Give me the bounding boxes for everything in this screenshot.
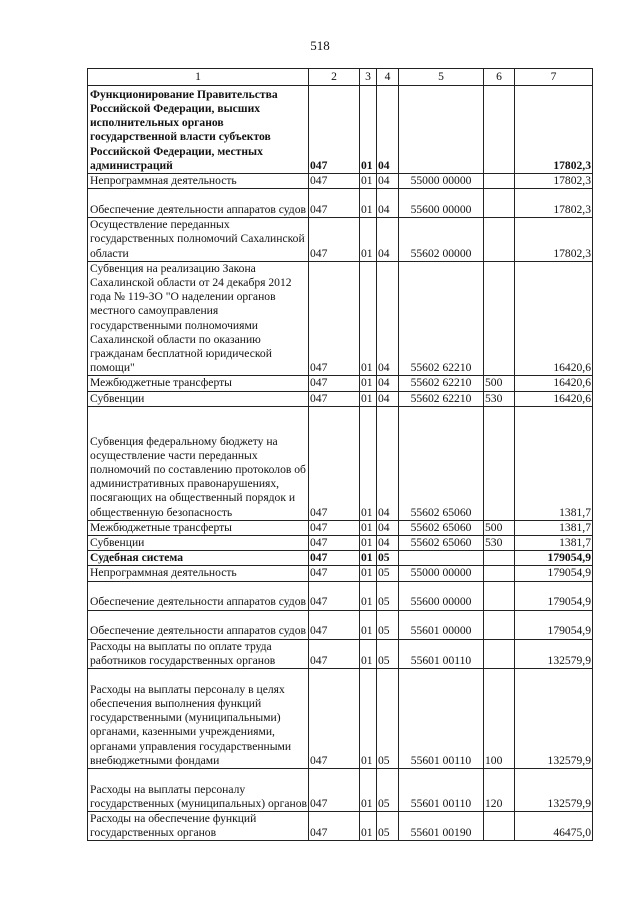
row-code-3: 01 [360, 86, 377, 174]
row-code-3: 01 [360, 581, 377, 610]
row-code-6: 530 [484, 391, 515, 406]
row-amount: 17802,3 [515, 86, 593, 174]
row-code-6: 100 [484, 669, 515, 769]
row-code-3: 01 [360, 812, 377, 841]
row-code-2: 047 [309, 218, 360, 262]
row-code-2: 047 [309, 189, 360, 218]
table-row [88, 189, 593, 218]
header-col-3: 3 [360, 69, 377, 86]
row-name: Обеспечение деятельности аппаратов судов [88, 581, 309, 610]
row-code-3: 01 [360, 189, 377, 218]
row-code-3: 01 [360, 218, 377, 262]
row-name: Осуществление переданных государственных полномочий Сахалинской области [88, 218, 309, 262]
row-code-3: 01 [360, 769, 377, 812]
row-name: Субвенции [88, 536, 309, 551]
row-code-6: 500 [484, 376, 515, 391]
row-code-4: 05 [377, 769, 399, 812]
row-code-3: 01 [360, 520, 377, 535]
table-row [88, 376, 593, 391]
row-amount: 132579,9 [515, 769, 593, 812]
row-amount: 179054,9 [515, 566, 593, 581]
header-col-6: 6 [484, 69, 515, 86]
table-row [88, 812, 593, 841]
row-name: Судебная система [88, 551, 309, 566]
row-name: Субвенции [88, 391, 309, 406]
table-row [88, 218, 593, 262]
row-code-5: 55601 00000 [399, 610, 484, 639]
row-code-2: 047 [309, 669, 360, 769]
row-code-4: 04 [377, 391, 399, 406]
row-code-2: 047 [309, 376, 360, 391]
row-amount: 132579,9 [515, 669, 593, 769]
row-amount: 17802,3 [515, 218, 593, 262]
row-amount: 132579,9 [515, 639, 593, 668]
row-code-6 [484, 551, 515, 566]
row-amount: 16420,6 [515, 376, 593, 391]
row-code-4: 04 [377, 86, 399, 174]
row-name: Расходы на обеспечение функций государственных органов [88, 812, 309, 841]
header-col-1: 1 [88, 69, 309, 86]
row-code-2: 047 [309, 769, 360, 812]
row-code-3: 01 [360, 376, 377, 391]
row-code-5: 55000 00000 [399, 174, 484, 189]
header-col-2: 2 [309, 69, 360, 86]
row-code-2: 047 [309, 610, 360, 639]
row-name: Субвенция федеральному бюджету на осуществление части переданных полномочий по составлению протоколов об административных правонарушениях, посягающих на общественный порядок и общественную безопасность [88, 406, 309, 520]
row-code-2: 047 [309, 174, 360, 189]
row-code-5: 55602 62210 [399, 261, 484, 376]
row-code-5 [399, 86, 484, 174]
row-code-3: 01 [360, 566, 377, 581]
row-code-5: 55602 65060 [399, 536, 484, 551]
row-code-5: 55602 65060 [399, 406, 484, 520]
table-row [88, 669, 593, 769]
row-code-3: 01 [360, 406, 377, 520]
row-code-6 [484, 218, 515, 262]
table-row [88, 551, 593, 566]
row-code-5: 55602 62210 [399, 391, 484, 406]
row-code-3: 01 [360, 551, 377, 566]
row-amount: 1381,7 [515, 536, 593, 551]
row-code-2: 047 [309, 261, 360, 376]
row-code-3: 01 [360, 391, 377, 406]
row-code-2: 047 [309, 536, 360, 551]
row-name: Субвенция на реализацию Закона Сахалинской области от 24 декабря 2012 года № 119-ЗО "О наделении органов местного самоуправления государственными полномочиями Сахалинской области по оказанию гражданам бесплатной юридической помощи" [88, 261, 309, 376]
table-row [88, 581, 593, 610]
row-amount: 179054,9 [515, 610, 593, 639]
table-row [88, 769, 593, 812]
row-code-4: 05 [377, 639, 399, 668]
row-code-4: 04 [377, 261, 399, 376]
table-row [88, 261, 593, 376]
table-row [88, 520, 593, 535]
header-col-4: 4 [377, 69, 399, 86]
row-code-2: 047 [309, 566, 360, 581]
row-name: Непрограммная деятельность [88, 174, 309, 189]
row-code-6 [484, 610, 515, 639]
row-code-3: 01 [360, 261, 377, 376]
row-amount: 16420,6 [515, 261, 593, 376]
row-code-6 [484, 86, 515, 174]
row-name: Межбюджетные трансферты [88, 520, 309, 535]
row-code-6 [484, 566, 515, 581]
row-code-4: 05 [377, 812, 399, 841]
row-code-4: 04 [377, 174, 399, 189]
row-code-4: 05 [377, 669, 399, 769]
row-code-2: 047 [309, 520, 360, 535]
row-amount: 17802,3 [515, 174, 593, 189]
row-name: Обеспечение деятельности аппаратов судов [88, 189, 309, 218]
row-code-2: 047 [309, 86, 360, 174]
row-code-4: 05 [377, 551, 399, 566]
row-name: Расходы на выплаты по оплате труда работников государственных органов [88, 639, 309, 668]
row-code-2: 047 [309, 551, 360, 566]
row-code-4: 04 [377, 406, 399, 520]
row-code-5: 55602 62210 [399, 376, 484, 391]
page-number: 518 [310, 38, 330, 53]
table-row [88, 391, 593, 406]
table-row [88, 86, 593, 174]
row-code-3: 01 [360, 639, 377, 668]
row-name: Обеспечение деятельности аппаратов судов [88, 610, 309, 639]
row-code-2: 047 [309, 581, 360, 610]
row-code-5: 55600 00000 [399, 189, 484, 218]
row-name: Функционирование Правительства Российской Федерации, высших исполнительных органов государственной власти субъектов Российской Федерации, местных администраций [88, 86, 309, 174]
row-code-4: 05 [377, 581, 399, 610]
table-row [88, 174, 593, 189]
table-header-row [88, 69, 593, 86]
row-code-6 [484, 639, 515, 668]
row-code-3: 01 [360, 174, 377, 189]
row-code-6: 530 [484, 536, 515, 551]
row-code-5: 55601 00110 [399, 639, 484, 668]
row-code-5: 55000 00000 [399, 566, 484, 581]
row-amount: 17802,3 [515, 189, 593, 218]
row-amount: 1381,7 [515, 406, 593, 520]
row-code-3: 01 [360, 669, 377, 769]
row-code-2: 047 [309, 639, 360, 668]
row-code-4: 04 [377, 536, 399, 551]
row-name: Межбюджетные трансферты [88, 376, 309, 391]
row-code-3: 01 [360, 610, 377, 639]
row-code-4: 04 [377, 520, 399, 535]
row-code-6 [484, 406, 515, 520]
table-row [88, 406, 593, 520]
row-code-5: 55601 00190 [399, 812, 484, 841]
row-amount: 179054,9 [515, 551, 593, 566]
row-code-4: 04 [377, 218, 399, 262]
row-code-4: 05 [377, 610, 399, 639]
row-code-2: 047 [309, 812, 360, 841]
row-name: Расходы на выплаты персоналу в целях обеспечения выполнения функций государственными (муниципальными) органами, казенными учреждениями, органами управления государственными внебюджетными фондами [88, 669, 309, 769]
row-code-5: 55601 00110 [399, 669, 484, 769]
row-code-6 [484, 261, 515, 376]
header-col-7: 7 [515, 69, 593, 86]
row-name: Непрограммная деятельность [88, 566, 309, 581]
row-code-5 [399, 551, 484, 566]
row-amount: 16420,6 [515, 391, 593, 406]
row-amount: 179054,9 [515, 581, 593, 610]
row-code-4: 04 [377, 376, 399, 391]
row-amount: 46475,0 [515, 812, 593, 841]
row-code-6 [484, 174, 515, 189]
row-code-2: 047 [309, 391, 360, 406]
row-code-6: 500 [484, 520, 515, 535]
row-code-5: 55602 65060 [399, 520, 484, 535]
table-row [88, 536, 593, 551]
table-row [88, 610, 593, 639]
row-code-6 [484, 812, 515, 841]
header-col-5: 5 [399, 69, 484, 86]
row-code-5: 55602 00000 [399, 218, 484, 262]
row-name: Расходы на выплаты персоналу государственных (муниципальных) органов [88, 769, 309, 812]
row-code-4: 04 [377, 189, 399, 218]
table-row [88, 566, 593, 581]
row-code-6: 120 [484, 769, 515, 812]
table-row [88, 639, 593, 668]
row-code-6 [484, 581, 515, 610]
row-code-6 [484, 189, 515, 218]
budget-table [87, 68, 593, 841]
row-code-5: 55600 00000 [399, 581, 484, 610]
row-code-4: 05 [377, 566, 399, 581]
row-code-5: 55601 00110 [399, 769, 484, 812]
row-code-3: 01 [360, 536, 377, 551]
row-amount: 1381,7 [515, 520, 593, 535]
row-code-2: 047 [309, 406, 360, 520]
